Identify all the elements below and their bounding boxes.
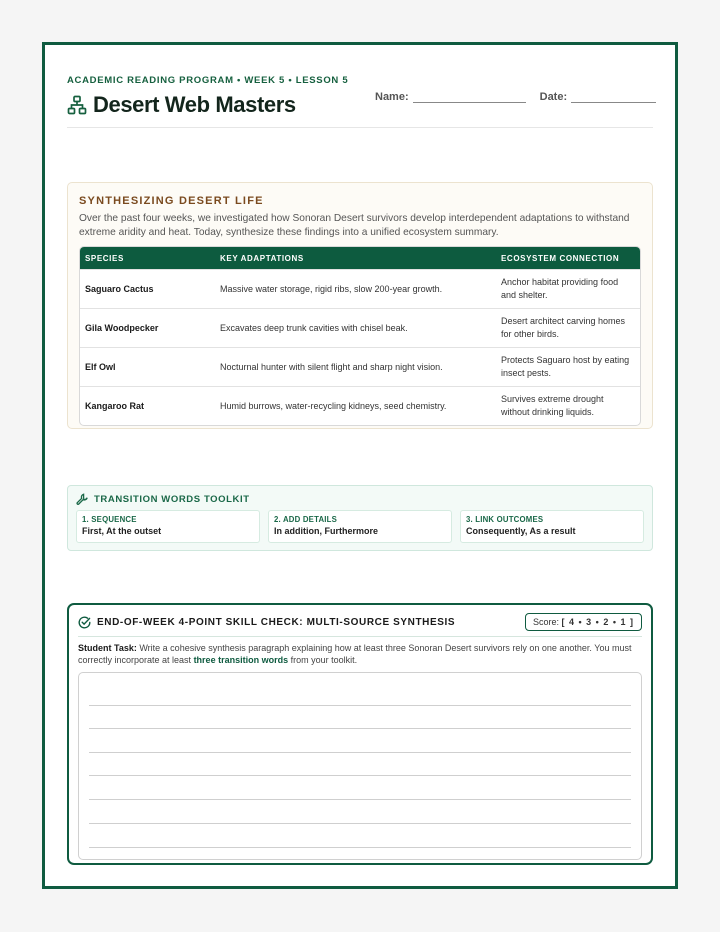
task-highlight: three transition words — [193, 655, 289, 665]
species-cell: Elf Owl — [85, 362, 116, 372]
table-row — [80, 386, 640, 425]
synthesis-intro: Over the past four weeks, we investigated how Sonoran Desert survivors develop interdependent adaptations to withstand extreme aridity and heat. Today, synthesize these findings into a unified ecosystem summary. — [79, 213, 630, 238]
wrench-icon — [76, 493, 88, 505]
worksheet-page — [42, 42, 678, 889]
writing-line — [89, 752, 631, 753]
species-cell: Gila Woodpecker — [85, 323, 159, 333]
table-row — [80, 308, 640, 347]
title-row — [67, 92, 296, 118]
writing-line — [89, 705, 631, 706]
name-date-fields — [375, 88, 656, 103]
toolkit-card — [460, 510, 644, 543]
adaptation-cell: Massive water storage, rigid ribs, slow 200-year growth. — [220, 284, 443, 294]
column-header: SPECIES — [85, 253, 124, 263]
task-text: Write a cohesive synthesis paragraph explaining how at least three Sonoran Desert survivors rely on one another. You must correctly incorporate at least — [78, 643, 632, 665]
score-box[interactable] — [525, 613, 642, 631]
table-row — [80, 269, 640, 308]
writing-area[interactable] — [78, 672, 642, 860]
toolkit-card-words: Consequently, As a result — [466, 526, 576, 536]
task-text-end: from your toolkit. — [288, 655, 358, 665]
date-label: Date: — [539, 91, 568, 103]
skill-check-divider — [78, 636, 642, 637]
task-label: Student Task: — [78, 643, 137, 653]
writing-line — [89, 799, 631, 800]
adaptation-cell: Excavates deep trunk cavities with chisel beak. — [220, 323, 408, 333]
toolkit-card — [76, 510, 260, 543]
score-scale: [ 4 • 3 • 2 • 1 ] — [561, 617, 634, 627]
toolkit-card-words: In addition, Furthermore — [274, 526, 379, 536]
writing-line — [89, 775, 631, 776]
program-eyebrow: ACADEMIC READING PROGRAM • WEEK 5 • LESSON 5 — [67, 75, 349, 86]
date-field[interactable] — [571, 88, 656, 103]
skill-check-heading: END-OF-WEEK 4-POINT SKILL CHECK: MULTI-SOURCE SYNTHESIS — [97, 616, 456, 628]
species-table — [79, 246, 641, 426]
toolkit-cards — [76, 510, 644, 543]
student-task — [78, 642, 642, 666]
toolkit-card-label: 3. LINK OUTCOMES — [466, 515, 544, 524]
connection-cell: Survives extreme drought without drinking liquids. — [501, 394, 604, 417]
writing-line — [89, 728, 631, 729]
transition-toolkit — [67, 485, 653, 551]
column-header: ECOSYSTEM CONNECTION — [501, 253, 620, 263]
skill-check-title-row — [78, 616, 455, 629]
synthesis-heading: SYNTHESIZING DESERT LIFE — [79, 195, 264, 207]
toolkit-heading-row — [76, 493, 644, 505]
name-label: Name: — [375, 91, 409, 103]
header-divider — [67, 127, 653, 128]
table-header — [80, 247, 640, 269]
toolkit-card — [268, 510, 452, 543]
toolkit-card-label: 1. SEQUENCE — [82, 515, 137, 524]
check-circle-icon — [78, 616, 91, 629]
writing-line — [89, 823, 631, 824]
synthesis-section — [67, 182, 653, 429]
connection-cell: Protects Saguaro host by eating insect pests. — [501, 355, 630, 378]
species-cell: Kangaroo Rat — [85, 401, 145, 411]
adaptation-cell: Nocturnal hunter with silent flight and sharp night vision. — [220, 362, 443, 372]
species-cell: Saguaro Cactus — [85, 284, 154, 294]
page-title: Desert Web Masters — [93, 92, 296, 117]
connection-cell: Desert architect carving homes for other birds. — [501, 316, 626, 339]
column-header: KEY ADAPTATIONS — [220, 253, 304, 263]
connection-cell: Anchor habitat providing food and shelter. — [501, 277, 619, 300]
sitemap-icon — [67, 95, 87, 115]
skill-check-header — [78, 613, 642, 631]
skill-check-section — [67, 603, 653, 865]
toolkit-card-label: 2. ADD DETAILS — [274, 515, 338, 524]
score-label: Score: — [532, 617, 559, 627]
toolkit-card-words: First, At the outset — [82, 526, 162, 536]
name-field[interactable] — [413, 88, 526, 103]
writing-line — [89, 847, 631, 848]
adaptation-cell: Humid burrows, water-recycling kidneys, seed chemistry. — [220, 401, 447, 411]
toolkit-heading: TRANSITION WORDS TOOLKIT — [94, 493, 250, 505]
table-row — [80, 347, 640, 386]
